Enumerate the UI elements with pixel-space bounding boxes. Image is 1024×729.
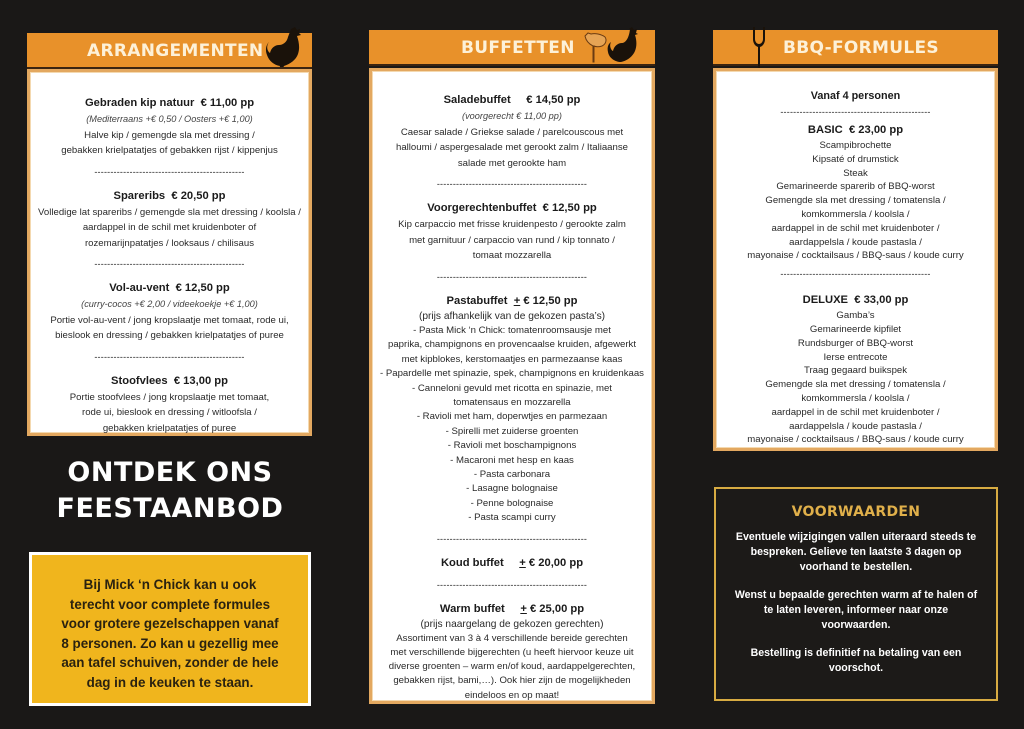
item-line: Traag gegaard buikspek (803, 365, 908, 377)
item-line: Gemarineerde kipfilet (809, 323, 902, 335)
item-note: (curry-cocos +€ 2,00 / videekoekje +€ 1,00) (81, 299, 258, 309)
divider: ----------------------------------------------- (436, 533, 588, 544)
menu-item-spareribs (30, 187, 309, 252)
voorwaarden-paragraph: Wenst u bepaalde gerechten warm af te halen of te laten leveren, informeer naar onze voorwaarden. (734, 589, 978, 631)
item-line: gebakken krielpatatjes of gebakken rijst / kippenjus (61, 145, 278, 156)
item-line: - Papardelle met spinazie, spek, champignons en kruidenkaas (380, 368, 644, 380)
divider: ----------------------------------------------- (94, 259, 245, 269)
item-name: Vol-au-vent (109, 282, 170, 294)
voorwaarden-title: VOORWAARDEN (791, 504, 921, 520)
promo-line: 8 personen. Zo kan u gezellig mee (61, 635, 279, 651)
item-name: Saladebuffet (443, 94, 511, 106)
bbq-title: BBQ-FORMULES (783, 38, 939, 58)
item-line: - Ravioli met boschampignons (447, 440, 577, 452)
promo-line: dag in de keuken te staan. (86, 674, 254, 690)
item-line: - Canneloni gevuld met ricotta en spinazie, met (412, 382, 612, 394)
promo-heading (25, 455, 315, 527)
item-line: Ierse entrecote (823, 351, 888, 363)
item-note: (Mediterraans +€ 0,50 / Oosters +€ 1,00) (86, 114, 253, 124)
item-name: Gebraden kip natuur (84, 97, 195, 109)
item-line: rode ui, bieslook en dressing / witloofsla / (82, 407, 257, 418)
item-line: - Penne bolognaise (470, 497, 554, 509)
item-price: € 20,00 pp (528, 556, 584, 569)
item-name: Pastabuffet (446, 294, 508, 307)
menu-item-saladebuffet (372, 91, 652, 171)
item-price: € 14,50 pp (526, 94, 581, 106)
chickens-icon (581, 26, 643, 66)
item-note: (prijs naargelang de gekozen gerechten) (420, 618, 604, 630)
divider: ----------------------------------------------- (780, 269, 931, 280)
item-price: € 12,50 pp (175, 282, 230, 294)
item-name: Warm buffet (439, 602, 505, 615)
item-line: Rundsburger of BBQ-worst (797, 337, 914, 349)
item-line: aardappel in de schil met kruidenboter of (82, 222, 257, 233)
plus-minus: + (520, 602, 527, 615)
bbq-basic (716, 121, 995, 263)
item-note: (prijs afhankelijk van de gekozen pasta’s) (418, 310, 606, 322)
item-line: Kip carpaccio met frisse kruidenpesto / gerookte zalm (398, 219, 626, 230)
item-price: € 20,50 pp (171, 189, 226, 202)
promo-line: terecht voor complete formules (69, 596, 271, 612)
divider: ----------------------------------------------- (94, 166, 245, 177)
bbq-subtitle: Vanaf 4 personen (810, 90, 901, 102)
promo-text (38, 575, 302, 692)
bbq-panel (713, 68, 998, 451)
item-line: - Ravioli met ham, doperwtjes en parmezaan (416, 411, 608, 423)
divider: ----------------------------------------------- (94, 351, 245, 362)
item-line: - Pasta carbonara (473, 468, 551, 480)
voorwaarden-paragraph: Bestelling is definitief na betaling van een voorschot. (750, 647, 962, 674)
item-line: Steak (843, 167, 868, 179)
bbq-fork-icon (751, 27, 767, 71)
divider: ----------------------------------------------- (780, 107, 931, 117)
divider: ----------------------------------------------- (436, 179, 588, 189)
buffetten-title: BUFFETTEN (461, 38, 575, 58)
voorwaarden-paragraph: Eventuele wijzigingen vallen uiteraard steeds te bespreken. Gelieve ten laatste 3 dagen op voorhand te bestellen. (735, 531, 977, 573)
item-name: Voorgerechtenbuffet (427, 202, 537, 214)
item-name: Koud buffet (440, 556, 504, 569)
item-line: Gemengde sla met dressing / tomatensla / (765, 379, 946, 391)
item-line: Kipsaté of drumstick (812, 153, 899, 165)
voorwaarden-box (714, 487, 998, 701)
item-line: met garnituur / carpaccio van rund / kip tonnato / (409, 234, 615, 246)
menu-item-stoofvlees (30, 372, 309, 437)
item-line: Scampibrochette (819, 140, 892, 151)
item-line: Portie stoofvlees / jong kropslaatje met tomaat, (69, 391, 270, 403)
divider: ----------------------------------------------- (436, 579, 588, 590)
item-line: - Pasta Mick ‘n Chick: tomatenroomsausje met (413, 324, 611, 336)
item-name: DELUXE (802, 294, 849, 307)
promo-heading-line: ONTDEK ONS (67, 457, 273, 488)
plus-minus: + (513, 294, 521, 307)
item-line: komkommersla / koolsla / (801, 392, 910, 404)
item-line: tomaat mozzarella (472, 250, 552, 261)
item-line: Assortiment van 3 à 4 verschillende bereide gerechten (396, 632, 628, 644)
item-price: € 25,00 pp (529, 602, 585, 615)
item-line: Gamba’s (836, 310, 875, 322)
promo-line: Bij Mick ‘n Chick kan u ook (83, 577, 257, 592)
item-line: eindeloos en op maat! (464, 689, 560, 701)
bbq-header (713, 30, 998, 66)
divider: ----------------------------------------------- (436, 271, 588, 282)
menu-item-voorgerechtenbuffet (372, 199, 652, 264)
item-name: Stoofvlees (111, 374, 168, 387)
bbq-deluxe (716, 291, 995, 447)
item-line: aardappel in de schil met kruidenboter / (771, 222, 940, 234)
promo-heading-line: FEESTAANBOD (56, 493, 284, 524)
item-line: halloumi / aspergesalade met gerookt zalm / Italiaanse (396, 142, 628, 153)
item-line: - Pasta scampi curry (468, 512, 556, 524)
item-line: Halve kip / gemengde sla met dressing / (84, 129, 255, 141)
menu-item-koud-buffet (372, 554, 652, 572)
item-line: met kipblokes, kerstomaatjes en parmezaanse kaas (401, 353, 623, 365)
arrangementen-title: ARRANGEMENTEN (87, 41, 264, 61)
item-line: gebakken krielpatatjes of puree (102, 422, 237, 434)
menu-item-gebraden-kip (30, 94, 309, 159)
promo-line: voor grotere gezelschappen vanaf (61, 616, 279, 631)
item-line: aardappelsla / koude pastasla / (789, 420, 922, 432)
item-price: € 12,50 pp (542, 202, 597, 214)
item-line: - Macaroni met hesp en kaas (450, 454, 574, 466)
rooster-icon (261, 27, 307, 67)
item-line: Volledige lat spareribs / gemengde sla met dressing / koolsla / (38, 206, 301, 218)
item-line: mayonaise / cocktailsaus / BBQ-saus / koude curry (747, 250, 964, 262)
item-line: Caesar salade / Griekse salade / parelcouscous met (400, 126, 624, 138)
item-line: komkommersla / koolsla / (801, 208, 910, 220)
menu-item-warm-buffet (372, 600, 652, 703)
item-price: € 33,00 pp (854, 294, 909, 307)
item-price: € 12,50 pp (523, 294, 578, 307)
item-line: Gemarineerde sparerib of BBQ-worst (776, 181, 935, 193)
item-line: met verschillende bijgerechten (u heeft hiervoor keuze uit (390, 647, 634, 658)
item-price: € 13,00 pp (173, 374, 228, 387)
item-price: € 23,00 pp (848, 124, 904, 136)
item-name: Spareribs (113, 189, 166, 202)
item-name: BASIC (807, 124, 843, 136)
item-line: mayonaise / cocktailsaus / BBQ-saus / koude curry (747, 434, 964, 446)
item-line: Portie vol-au-vent / jong kropslaatje met tomaat, rode ui, (50, 314, 289, 326)
item-line: bieslook en dressing / gebakken krielpatatjes of puree (55, 330, 284, 341)
item-line: tomatensaus en mozzarella (453, 396, 571, 408)
item-line: salade met gerookte ham (457, 157, 567, 169)
menu-item-vol-au-vent (30, 279, 309, 344)
item-line: rozemarijnpatatjes / looksaus / chilisaus (84, 237, 255, 249)
item-line: Gemengde sla met dressing / tomatensla / (765, 195, 946, 207)
item-note: (voorgerecht € 11,00 pp) (462, 111, 562, 121)
buffetten-header (369, 30, 655, 66)
item-line: - Lasagne bolognaise (466, 483, 558, 495)
item-price: € 11,00 pp (200, 97, 255, 109)
plus-minus: + (519, 556, 526, 569)
item-line: aardappelsla / koude pastasla / (789, 236, 922, 248)
item-line: aardappel in de schil met kruidenboter / (771, 406, 940, 418)
item-line: gebakken rijst, bami,…). Ook hier zijn de mogelijkheden (393, 675, 631, 687)
item-line: - Spirelli met zuiderse groenten (445, 425, 579, 437)
item-line: paprika, champignons en provencaalse kruiden, afgewerkt (388, 339, 636, 351)
menu-item-pastabuffet (372, 292, 652, 526)
arrangementen-panel (27, 69, 312, 436)
buffetten-panel (369, 68, 655, 704)
promo-line: aan tafel schuiven, zonder de hele (61, 655, 279, 670)
item-line: diverse groenten – warm en/of koud, aardappelgerechten, (388, 661, 636, 673)
arrangementen-header (27, 33, 312, 69)
promo-box (29, 552, 311, 706)
